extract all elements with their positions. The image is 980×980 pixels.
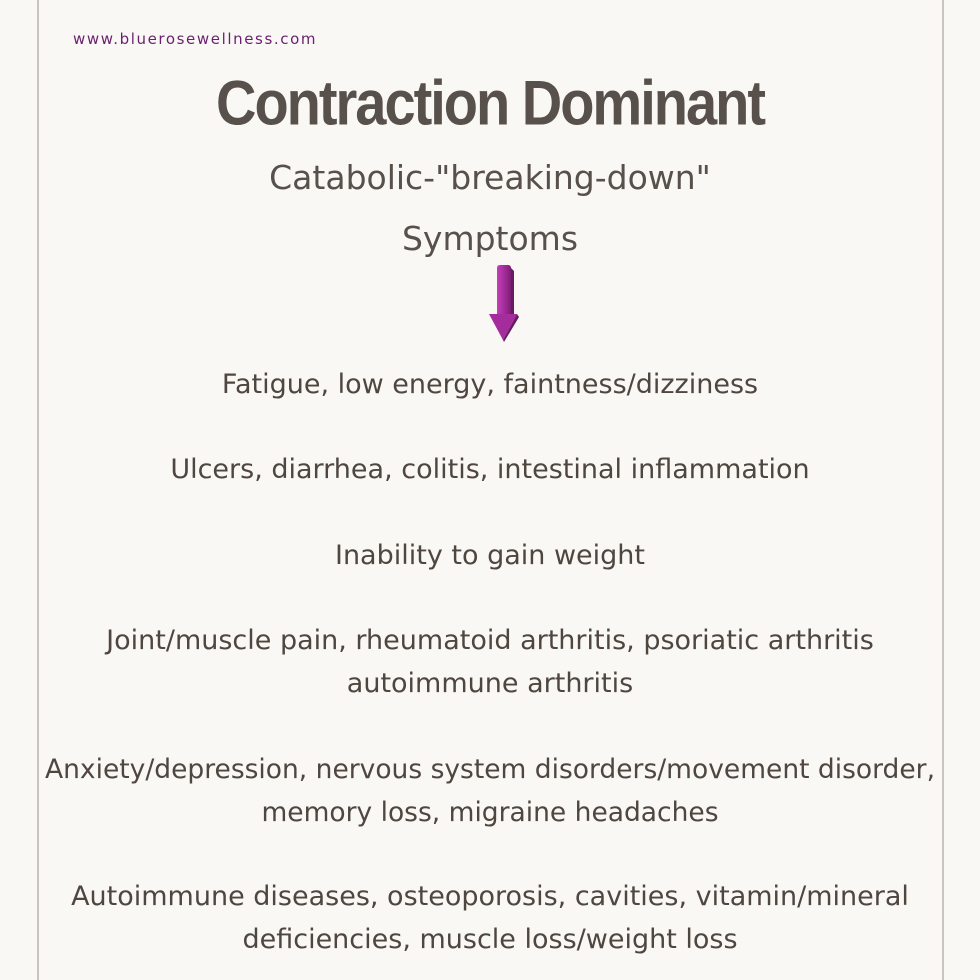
symptom-line: Fatigue, low energy, faintness/dizziness: [221, 369, 759, 400]
symptom-line: deficiencies, muscle loss/weight loss: [242, 924, 738, 955]
page-title: Contraction Dominant: [216, 67, 764, 138]
website-url: www.bluerosewellness.com: [73, 30, 318, 48]
symptom-item: [0, 619, 980, 705]
symptom-item: [0, 448, 980, 491]
symptom-line: Joint/muscle pain, rheumatoid arthritis, psoriatic arthritis: [106, 625, 874, 656]
symptom-line: Inability to gain weight: [334, 540, 645, 571]
down-arrow-icon: [486, 262, 520, 344]
symptom-line: Ulcers, diarrhea, colitis, intestinal inflammation: [170, 454, 810, 485]
symptom-item: [0, 534, 980, 577]
symptom-line: Anxiety/depression, nervous system disorders/movement disorder,: [44, 754, 935, 785]
section-label: Symptoms: [401, 219, 579, 258]
symptom-item: [0, 748, 980, 834]
symptom-item: [0, 875, 980, 961]
symptom-line: memory loss, migraine headaches: [261, 797, 719, 828]
subtitle: Catabolic-"breaking-down": [269, 158, 711, 197]
symptom-line: Autoimmune diseases, osteoporosis, cavities, vitamin/mineral: [71, 881, 909, 912]
symptom-item: [0, 363, 980, 406]
symptom-line: autoimmune arthritis: [346, 668, 634, 699]
